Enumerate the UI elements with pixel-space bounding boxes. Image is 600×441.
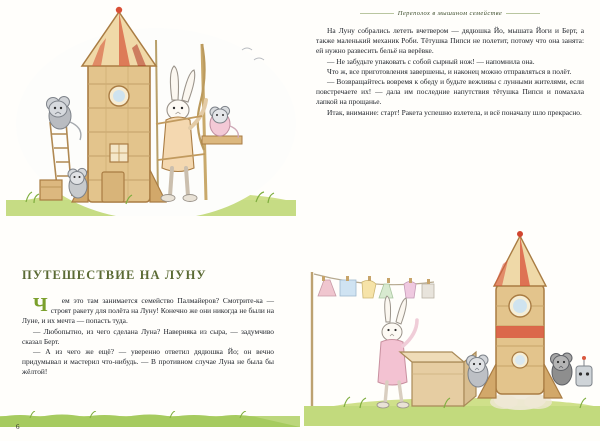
cardboard-box: [400, 352, 476, 406]
running-head: [300, 10, 600, 17]
running-head-rule-right: [506, 13, 540, 14]
illustration-grass-strip-left: [0, 411, 300, 427]
page-number: 6: [16, 423, 20, 431]
illustration-mice-building-rocket-tower: [6, 4, 296, 216]
left-page-text: [22, 296, 274, 378]
drop-cap: Ч: [33, 294, 48, 316]
right-paragraph-2: — Не забудьте упаковать с собой сырный нож! — напомнила она.: [327, 56, 535, 66]
rocket: [478, 231, 562, 410]
running-head-text: Переполох в мышином семействе: [397, 10, 503, 17]
left-paragraph-2: — Любопытно, из чего сделана Луна? Наверняка из сыра, — задумчиво сказал Берт.: [22, 326, 274, 346]
chapter-title: ПУТЕШЕСТВИЕ НА ЛУНУ: [22, 268, 207, 282]
right-paragraph-5: Итак, внимание: старт! Ракета успешно взлетела, и всё поначалу шло прекрасно.: [327, 107, 582, 117]
illustration-rocket-launch-with-laundry-line: [304, 214, 600, 426]
mouse-traveller-grey: [467, 355, 489, 387]
right-page: [300, 0, 600, 441]
right-paragraph-1: На Луну собрались лететь вчетвером — дядюшка Йо, мышата Йоги и Берт, а также маленький механик Роби. Тётушка Пипси не полетит, потому что она занята: ей нужно развесить бельё на верёвке.: [316, 26, 584, 56]
right-paragraph-4: — Возвращайтесь вовремя к обеду и будьте вежливы с лунными жителями, если повстречаете их! — дала им последние напутствия тётушка Пипси и помахала лапкой на прощанье.: [316, 77, 584, 107]
robot-robi: [576, 356, 592, 386]
mouse-with-hammer: [68, 168, 87, 198]
mouse-traveller-dark: [551, 353, 573, 385]
left-paragraph-3: — А из чего же ещё? — уверенно ответил дядюшка Йо; он вечно придумывал и мастерил что-нибудь. — В противном случае Луна не была бы жёлтой!: [22, 347, 274, 377]
left-paragraph-1: Ч ем это там занимается семейство Палмайеров? Смотрите-ка — строят ракету для полёта на Луну! Конечно же они никогда не были на Луне, и их мечта — попасть туда.: [22, 294, 274, 326]
right-paragraph-3: Что ж, все приготовления завершены, и наконец можно отправляться в полёт.: [327, 66, 572, 76]
right-page-text: [316, 26, 584, 118]
running-head-rule-left: [360, 13, 394, 14]
